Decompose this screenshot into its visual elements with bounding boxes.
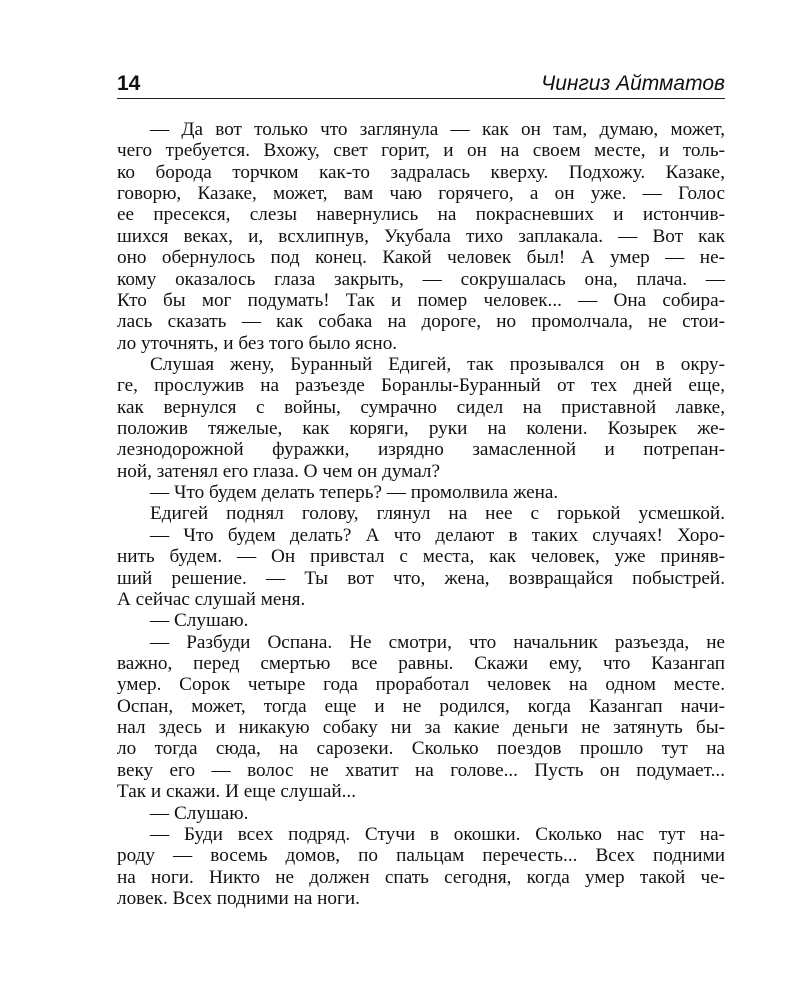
- text-line: умер. Сорок четыре года проработал человек на одном месте.: [117, 674, 725, 696]
- text-line: ко борода торчком как-то задралась кверху. Подхожу. Казаке,: [117, 161, 725, 183]
- text-line: — Что будем делать теперь? — промолвила жена.: [150, 482, 559, 504]
- text-line: на ноги. Никто не должен спать сегодня, когда умер такой че-: [117, 866, 725, 888]
- text-line: ший решение. — Ты вот что, жена, возвращайся побыстрей.: [117, 567, 725, 589]
- text-line: положив тяжелые, как коряги, руки на колени. Козырек же-: [117, 418, 725, 440]
- text-line: чего требуется. Вхожу, свет горит, и он на своем месте, и толь-: [117, 140, 725, 162]
- text-line: лась сказать — как собака на дороге, но промолчала, не стои-: [117, 311, 725, 333]
- text-line: веку его — волос не хватит на голове... Пусть он подумает...: [117, 759, 725, 781]
- text-line: ло уточнять, и без того было ясно.: [117, 332, 398, 354]
- text-line: Слушая жену, Буранный Едигей, так прозывался он в окру-: [150, 353, 725, 375]
- text-line: ге, прослужив на разъезде Боранлы-Буранный от тех дней еще,: [117, 375, 725, 397]
- running-header: [117, 72, 725, 99]
- text-line: Оспан, может, тогда еще и не родился, когда Казангап начи-: [117, 695, 725, 717]
- text-line: — Слушаю.: [150, 610, 249, 632]
- text-line: оно обернулось под конец. Какой человек был! А умер — не-: [117, 247, 725, 269]
- text-line: говорю, Казаке, может, вам чаю горячего, а он уже. — Голос: [117, 183, 725, 205]
- text-line: Кто бы мог подумать! Так и помер человек... — Она собира-: [117, 289, 725, 311]
- page-number: 14: [117, 72, 141, 95]
- text-line: кому оказалось глаза закрыть, — сокрушалась она, плача. —: [117, 268, 725, 290]
- text-line: — Что будем делать? А что делают в таких случаях! Хоро-: [150, 524, 725, 546]
- text-line: шихся веках, и, всхлипнув, Укубала тихо заплакала. — Вот как: [117, 225, 725, 247]
- text-line: ловек. Всех подними на ноги.: [117, 887, 360, 909]
- text-line: — Слушаю.: [150, 802, 249, 824]
- text-line: нить будем. — Он привстал с места, как человек, уже приняв-: [117, 546, 725, 568]
- text-line: — Да вот только что заглянула — как он там, думаю, может,: [150, 119, 725, 140]
- text-line: А сейчас слушай меня.: [117, 588, 306, 610]
- text-line: роду — восемь домов, по пальцам перечесть... Всех подними: [117, 845, 725, 867]
- text-line: — Разбуди Оспана. Не смотри, что начальник разъезда, не: [150, 631, 725, 653]
- text-line: важно, перед смертью все равны. Скажи ему, что Казангап: [117, 652, 725, 674]
- text-line: как вернулся с войны, сумрачно сидел на приставной лавке,: [117, 396, 725, 418]
- running-title: Чингиз Айтматов: [541, 72, 725, 95]
- text-line: ее пресекся, слезы навернулись на покрасневших и истончив-: [117, 204, 725, 226]
- text-line: нал здесь и никакую собаку ни за какие деньги не затянуть бы-: [117, 717, 725, 739]
- text-line: — Буди всех подряд. Стучи в окошки. Сколько нас тут на-: [150, 823, 725, 845]
- text-line: Едигей поднял голову, глянул на нее с горькой усмешкой.: [150, 503, 725, 525]
- text-line: ло тогда сюда, на сарозеки. Сколько поездов прошло тут на: [117, 738, 725, 760]
- text-line: ной, затенял его глаза. О чем он думал?: [117, 460, 440, 482]
- page-body-text: [117, 119, 725, 909]
- text-line: Так и скажи. И еще слушай...: [117, 781, 357, 803]
- text-line: лезнодорожной фуражки, изрядно замасленной и потрепан-: [117, 439, 725, 461]
